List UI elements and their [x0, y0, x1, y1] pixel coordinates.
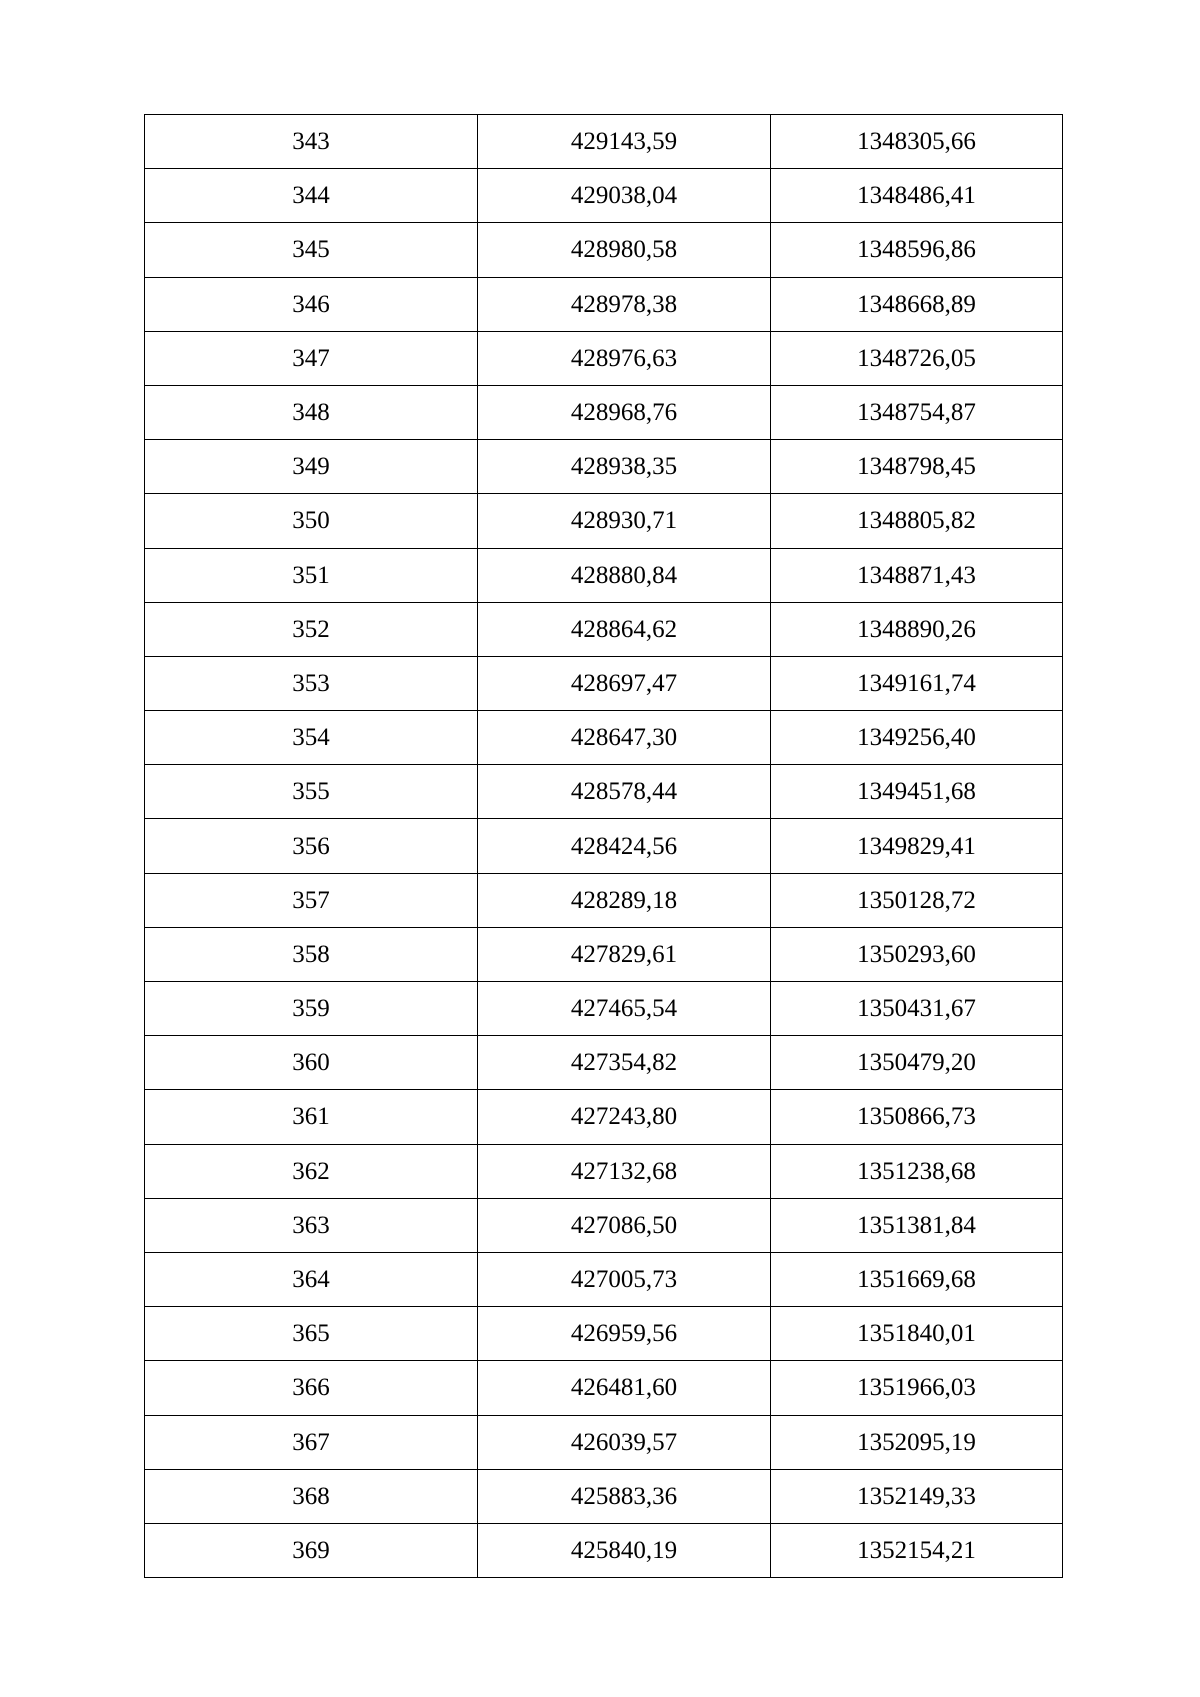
- point-number-cell: 366: [145, 1361, 478, 1415]
- point-number-cell: 346: [145, 277, 478, 331]
- y-coordinate-cell: 1348890,26: [771, 602, 1063, 656]
- y-coordinate-cell: 1348305,66: [771, 115, 1063, 169]
- y-coordinate-cell: 1350479,20: [771, 1036, 1063, 1090]
- point-number-cell: 350: [145, 494, 478, 548]
- y-coordinate-cell: 1352095,19: [771, 1415, 1063, 1469]
- table-row: [145, 548, 1063, 602]
- y-coordinate-cell: 1351238,68: [771, 1144, 1063, 1198]
- point-number-cell: 356: [145, 819, 478, 873]
- x-coordinate-cell: 427086,50: [478, 1198, 771, 1252]
- y-coordinate-cell: 1348805,82: [771, 494, 1063, 548]
- point-number-cell: 351: [145, 548, 478, 602]
- point-number-cell: 368: [145, 1469, 478, 1523]
- x-coordinate-cell: 428978,38: [478, 277, 771, 331]
- table-row: [145, 711, 1063, 765]
- point-number-cell: 343: [145, 115, 478, 169]
- point-number-cell: 357: [145, 873, 478, 927]
- point-number-cell: 360: [145, 1036, 478, 1090]
- y-coordinate-cell: 1352154,21: [771, 1523, 1063, 1577]
- point-number-cell: 359: [145, 982, 478, 1036]
- x-coordinate-cell: 428578,44: [478, 765, 771, 819]
- point-number-cell: 367: [145, 1415, 478, 1469]
- y-coordinate-cell: 1348668,89: [771, 277, 1063, 331]
- point-number-cell: 361: [145, 1090, 478, 1144]
- table-row: [145, 1090, 1063, 1144]
- point-number-cell: 345: [145, 223, 478, 277]
- x-coordinate-cell: 428864,62: [478, 602, 771, 656]
- table-row: [145, 982, 1063, 1036]
- table-row: [145, 1252, 1063, 1306]
- y-coordinate-cell: 1351669,68: [771, 1252, 1063, 1306]
- x-coordinate-cell: 428980,58: [478, 223, 771, 277]
- y-coordinate-cell: 1349256,40: [771, 711, 1063, 765]
- point-number-cell: 362: [145, 1144, 478, 1198]
- x-coordinate-cell: 428289,18: [478, 873, 771, 927]
- x-coordinate-cell: 427243,80: [478, 1090, 771, 1144]
- point-number-cell: 352: [145, 602, 478, 656]
- y-coordinate-cell: 1348486,41: [771, 169, 1063, 223]
- table-row: [145, 1523, 1063, 1577]
- table-row: [145, 1144, 1063, 1198]
- point-number-cell: 349: [145, 440, 478, 494]
- x-coordinate-cell: 425883,36: [478, 1469, 771, 1523]
- table-row: [145, 277, 1063, 331]
- y-coordinate-cell: 1349829,41: [771, 819, 1063, 873]
- y-coordinate-cell: 1351966,03: [771, 1361, 1063, 1415]
- table-row: [145, 656, 1063, 710]
- table-row: [145, 1361, 1063, 1415]
- y-coordinate-cell: 1350293,60: [771, 927, 1063, 981]
- table-row: [145, 1036, 1063, 1090]
- y-coordinate-cell: 1348596,86: [771, 223, 1063, 277]
- point-number-cell: 347: [145, 331, 478, 385]
- x-coordinate-cell: 427132,68: [478, 1144, 771, 1198]
- y-coordinate-cell: 1350128,72: [771, 873, 1063, 927]
- y-coordinate-cell: 1348754,87: [771, 385, 1063, 439]
- table-row: [145, 385, 1063, 439]
- y-coordinate-cell: 1348798,45: [771, 440, 1063, 494]
- x-coordinate-cell: 428424,56: [478, 819, 771, 873]
- x-coordinate-cell: 428976,63: [478, 331, 771, 385]
- y-coordinate-cell: 1349451,68: [771, 765, 1063, 819]
- table-row: [145, 602, 1063, 656]
- table-row: [145, 223, 1063, 277]
- table-row: [145, 1415, 1063, 1469]
- x-coordinate-cell: 428697,47: [478, 656, 771, 710]
- point-number-cell: 355: [145, 765, 478, 819]
- table-row: [145, 440, 1063, 494]
- table-row: [145, 331, 1063, 385]
- x-coordinate-cell: 427354,82: [478, 1036, 771, 1090]
- point-number-cell: 354: [145, 711, 478, 765]
- table-row: [145, 169, 1063, 223]
- point-number-cell: 365: [145, 1307, 478, 1361]
- table-row: [145, 927, 1063, 981]
- table-row: [145, 873, 1063, 927]
- y-coordinate-cell: 1351381,84: [771, 1198, 1063, 1252]
- x-coordinate-cell: 426039,57: [478, 1415, 771, 1469]
- table-row: [145, 819, 1063, 873]
- x-coordinate-cell: 427005,73: [478, 1252, 771, 1306]
- x-coordinate-cell: 428930,71: [478, 494, 771, 548]
- table-row: [145, 765, 1063, 819]
- x-coordinate-cell: 426959,56: [478, 1307, 771, 1361]
- y-coordinate-cell: 1350866,73: [771, 1090, 1063, 1144]
- x-coordinate-cell: 428938,35: [478, 440, 771, 494]
- y-coordinate-cell: 1350431,67: [771, 982, 1063, 1036]
- x-coordinate-cell: 427465,54: [478, 982, 771, 1036]
- table-row: [145, 1198, 1063, 1252]
- y-coordinate-cell: 1348726,05: [771, 331, 1063, 385]
- coordinates-table: [144, 114, 1063, 1578]
- x-coordinate-cell: 428647,30: [478, 711, 771, 765]
- coordinates-table-body: [145, 115, 1063, 1578]
- y-coordinate-cell: 1348871,43: [771, 548, 1063, 602]
- point-number-cell: 353: [145, 656, 478, 710]
- x-coordinate-cell: 425840,19: [478, 1523, 771, 1577]
- y-coordinate-cell: 1349161,74: [771, 656, 1063, 710]
- x-coordinate-cell: 427829,61: [478, 927, 771, 981]
- point-number-cell: 358: [145, 927, 478, 981]
- x-coordinate-cell: 429038,04: [478, 169, 771, 223]
- x-coordinate-cell: 428880,84: [478, 548, 771, 602]
- point-number-cell: 363: [145, 1198, 478, 1252]
- point-number-cell: 348: [145, 385, 478, 439]
- point-number-cell: 369: [145, 1523, 478, 1577]
- y-coordinate-cell: 1351840,01: [771, 1307, 1063, 1361]
- x-coordinate-cell: 426481,60: [478, 1361, 771, 1415]
- point-number-cell: 344: [145, 169, 478, 223]
- table-row: [145, 1469, 1063, 1523]
- table-row: [145, 1307, 1063, 1361]
- y-coordinate-cell: 1352149,33: [771, 1469, 1063, 1523]
- table-row: [145, 115, 1063, 169]
- x-coordinate-cell: 429143,59: [478, 115, 771, 169]
- point-number-cell: 364: [145, 1252, 478, 1306]
- x-coordinate-cell: 428968,76: [478, 385, 771, 439]
- table-row: [145, 494, 1063, 548]
